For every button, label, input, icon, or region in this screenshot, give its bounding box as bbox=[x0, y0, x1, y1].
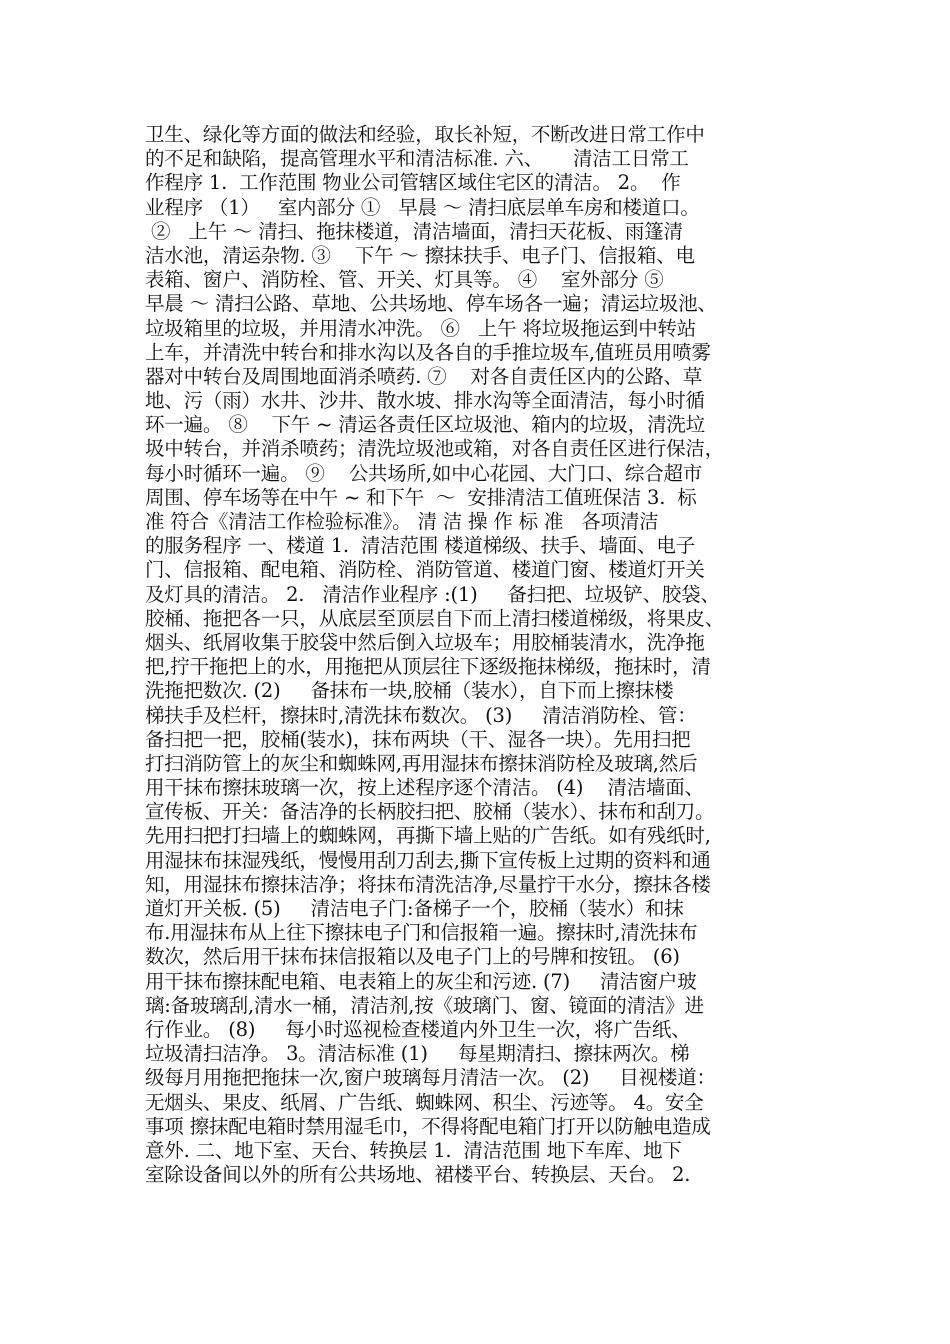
text-line: 知，用湿抹布擦抹洁净；将抹布清洗洁净,尽量拧干水分，擦抹各楼 bbox=[145, 872, 711, 896]
text-line: 用干抹布擦抹玻璃一次，按上述程序逐个清洁。 (4) 清洁墙面、 bbox=[145, 776, 704, 800]
text-line: 用干抹布擦抹配电箱、电表箱上的灰尘和污迹. (7) 清洁窗户玻 bbox=[145, 969, 697, 993]
text-line: 备扫把一把，胶桶(装水)，抹布两块（干、湿各一块）。先用扫把 bbox=[145, 727, 691, 751]
text-line: 的服务程序 一、楼道 1. 清洁范围 楼道梯级、扶手、墙面、电子 bbox=[145, 534, 695, 558]
text-line: 级每月用拖把拖抹一次,窗户玻璃每月清洁一次。 (2) 目视楼道： bbox=[145, 1066, 716, 1090]
text-line: 璃:备玻璃刮,清水一桶，清洁剂,按《玻璃门、窗、镜面的清洁》进 bbox=[145, 993, 704, 1017]
text-line: 门、信报箱、配电箱、消防栓、消防管道、楼道门窗、楼道灯开关 bbox=[145, 558, 705, 582]
text-line: 表箱、窗户、消防栓、管、开关、灯具等。 ④ 室外部分 ⑤ bbox=[145, 268, 664, 292]
text-line: 准 符合《清洁工作检验标准》。 清 洁 操 作 标 准 各项清洁 bbox=[145, 510, 659, 533]
text-line: 洁水池，清运杂物. ③ 下午 ～ 擦抹扶手、电子门、信报箱、电 bbox=[145, 243, 695, 267]
text-line: 器对中转台及周围地面消杀喷药. ⑦ 对各自责任区内的公路、草 bbox=[145, 364, 703, 388]
text-line: 上车，并清洗中转台和排水沟以及各自的手推垃圾车,值班员用喷雾 bbox=[145, 340, 711, 364]
text-line: 胶桶、拖把各一只，从底层至顶层自下而上清扫楼道梯级，将果皮、 bbox=[145, 606, 725, 630]
text-line: 布.用湿抹布从上往下擦抹电子门和信报箱一遍。擦抹时,清洗抹布 bbox=[145, 921, 698, 945]
text-line: 卫生、绿化等方面的做法和经验，取长补短，不断改进日常工作中 bbox=[145, 123, 705, 146]
text-line: 梯扶手及栏杆，擦抹时,清洗抹布数次。 (3) 清洁消防栓、管： bbox=[145, 703, 697, 727]
text-line: 的不足和缺陷，提高管理水平和清洁标准. 六、 清洁工日常工 bbox=[145, 147, 689, 171]
text-line: 意外. 二、地下室、天台、转换层 1. 清洁范围 地下车库、地下 bbox=[145, 1138, 682, 1162]
text-line: 打扫消防管上的灰尘和蜘蛛网,再用湿抹布擦抹消防栓及玻璃,然后 bbox=[145, 751, 698, 775]
text-line: 用湿抹布抹湿残纸，慢慢用刮刀刮去,撕下宣传板上过期的资料和通 bbox=[145, 848, 711, 872]
text-line: 周围、停车场等在中午 ~ 和下午 ～ 安排清洁工值班保洁 3. 标 bbox=[145, 485, 697, 509]
text-line: 事项 擦抹配电箱时禁用湿毛巾，不得将配电箱门打开以防触电造成 bbox=[145, 1114, 711, 1138]
text-line: 垃圾箱里的垃圾，并用清水冲洗。 ⑥ 上午 将垃圾拖运到中转站 bbox=[145, 316, 697, 340]
document-body bbox=[145, 123, 815, 1187]
text-line: 垃圾清扫洁净。 3。清洁标准 (1) 每星期清扫、擦抹两次。梯 bbox=[145, 1042, 690, 1066]
text-line: 数次，然后用干抹布抹信报箱以及电子门上的号牌和按钮。 (6) bbox=[145, 945, 680, 969]
text-line: 作程序 1. 工作范围 物业公司管辖区域住宅区的清洁。 2。 作 bbox=[145, 171, 681, 195]
text-line: 及灯具的清洁。 2. 清洁作业程序 :(1) 备扫把、垃圾铲、胶袋、 bbox=[145, 582, 720, 606]
text-line: ② 上午 ～ 清扫、拖抹楼道，清洁墙面，清扫天花板、雨篷清 bbox=[145, 219, 683, 243]
text-line: 早晨 ～ 清扫公路、草地、公共场地、停车场各一遍；清运垃圾池、 bbox=[145, 292, 717, 316]
text-line: 先用扫把打扫墙上的蜘蛛网，再撕下墙上贴的广告纸。如有残纸时, bbox=[145, 824, 711, 848]
text-line: 室除设备间以外的所有公共场地、裙楼平台、转换层、天台。 2. bbox=[145, 1163, 691, 1187]
text-line: 道灯开关板. (5) 清洁电子门:备梯子一个，胶桶（装水）和抹 bbox=[145, 897, 684, 920]
text-line: 无烟头、果皮、纸屑、广告纸、蜘蛛网、积尘、污迹等。 4。安全 bbox=[145, 1090, 704, 1114]
text-line: 环一遍。 ⑧ 下午 ~ 清运各责任区垃圾池、箱内的垃圾，清洗垃 bbox=[145, 413, 705, 437]
text-line: 业程序 （1） 室内部分 ① 早晨 ～ 清扫底层单车房和楼道口。 bbox=[145, 195, 700, 219]
text-line: 宣传板、开关：备洁净的长柄胶扫把、胶桶（装水）、抹布和刮刀。 bbox=[145, 800, 715, 824]
text-line: 圾中转台，并消杀喷药；清洗垃圾池或箱，对各自责任区进行保洁， bbox=[145, 437, 725, 461]
text-line: 每小时循环一遍。 ⑨ 公共场所,如中心花园、大门口、综合超市 bbox=[145, 461, 703, 485]
text-line: 烟头、纸屑收集于胶袋中然后倒入垃圾车；用胶桶装清水，洗净拖 bbox=[145, 630, 705, 654]
text-line: 地、污（雨）水井、沙井、散水坡、排水沟等全面清洁，每小时循 bbox=[145, 389, 705, 413]
text-line: 把,拧干拖把上的水，用拖把从顶层往下逐级拖抹梯级，拖抹时，清 bbox=[145, 655, 711, 679]
text-line: 洗拖把数次. (2) 备抹布一块,胶桶（装水），自下而上擦抹楼 bbox=[145, 679, 674, 703]
text-line: 行作业。 (8) 每小时巡视检查楼道内外卫生一次，将广告纸、 bbox=[145, 1017, 691, 1041]
